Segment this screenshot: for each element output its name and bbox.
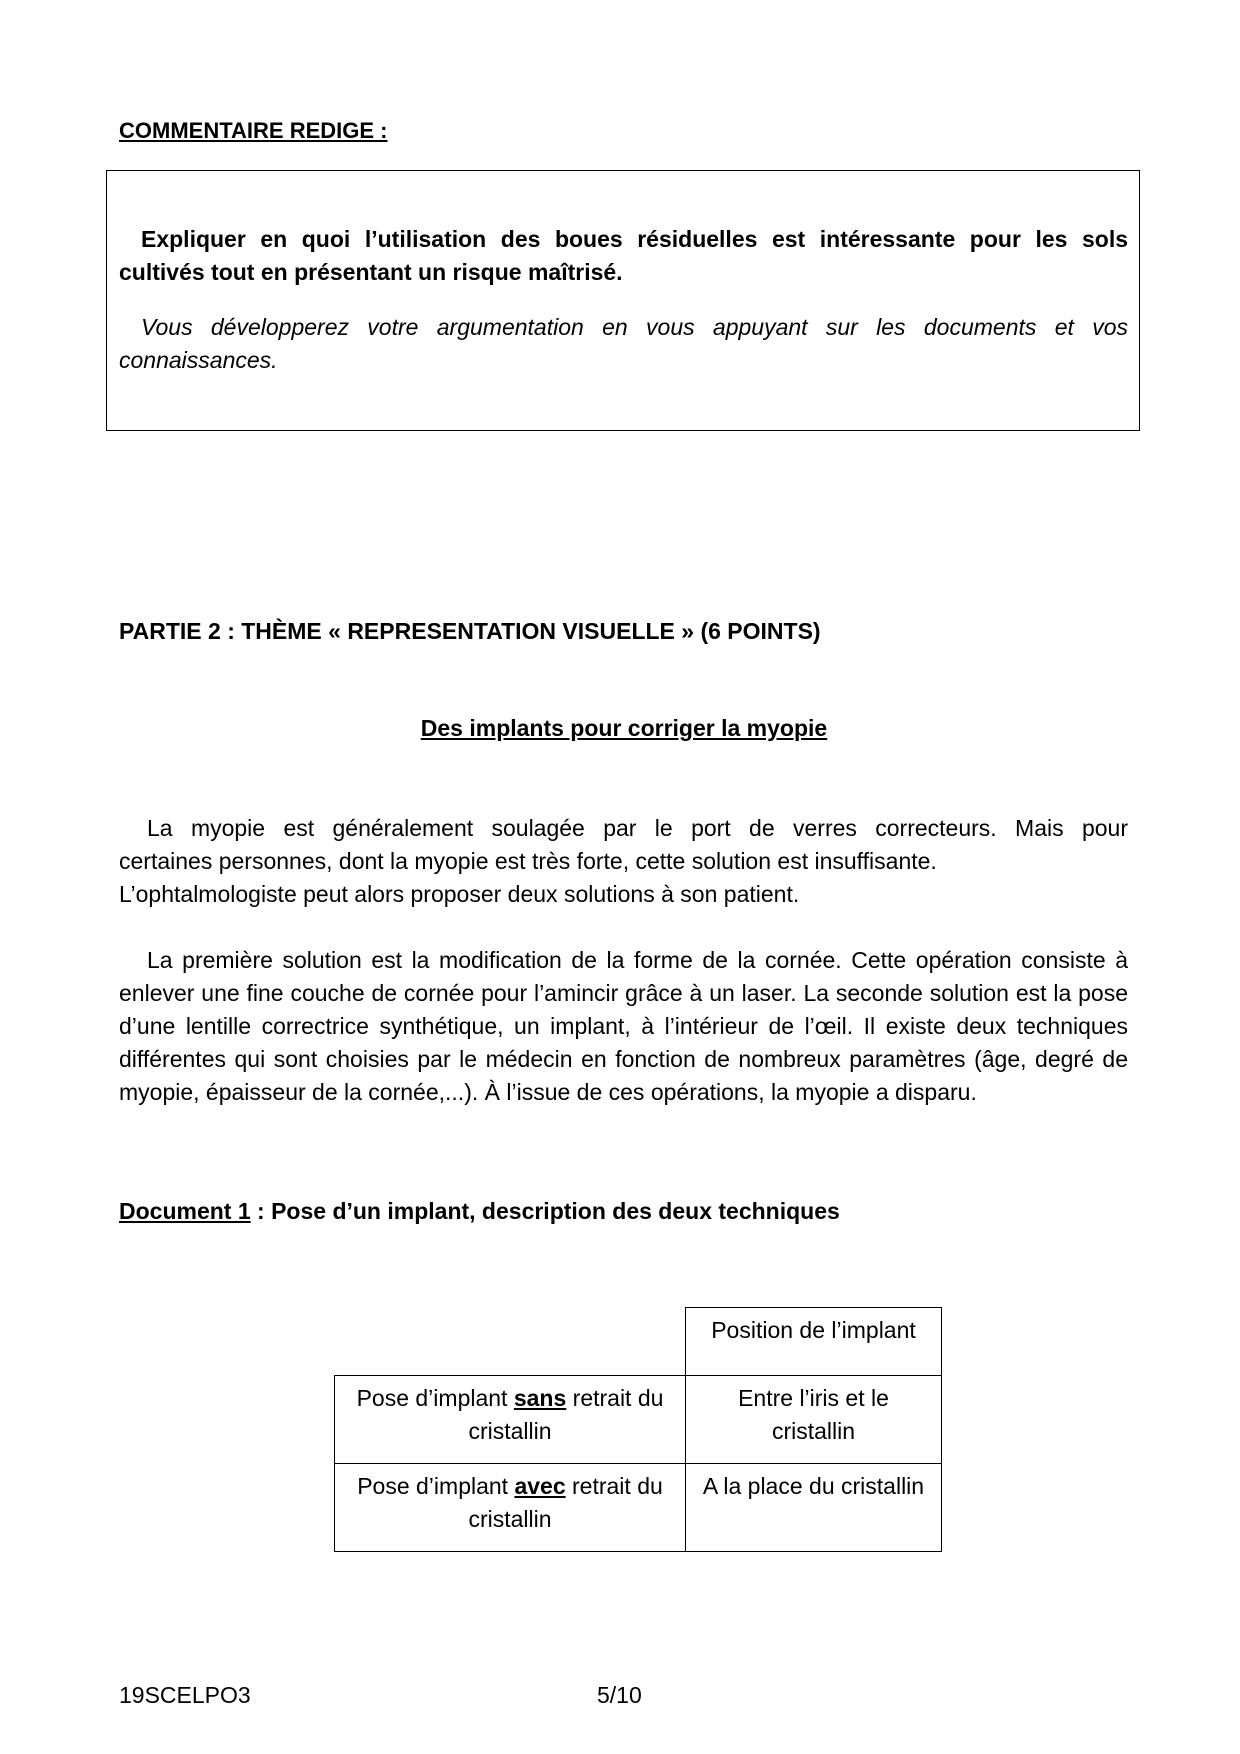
table-row (335, 1376, 942, 1464)
technique-prefix: Pose d’implant (357, 1473, 515, 1499)
document-1-label: Document 1 (119, 1198, 251, 1224)
section-subtitle: Des implants pour corriger la myopie (420, 715, 828, 741)
position-cell: A la place du cristallin (686, 1464, 942, 1552)
footer-page-number: 5/10 (597, 1682, 642, 1708)
technique-suffix: retrait du cristallin (468, 1473, 663, 1532)
instruction-text: Vous développerez votre argumentation en vous appuyant sur les documents et vos connaissances. (119, 314, 1128, 373)
technique-suffix: retrait du cristallin (468, 1385, 664, 1444)
technique-prefix: Pose d’implant (356, 1385, 514, 1411)
technique-cell (335, 1376, 686, 1464)
commentaire-heading: COMMENTAIRE REDIGE : (119, 118, 388, 143)
implant-table (334, 1307, 942, 1552)
partie-2-title: PARTIE 2 : THÈME « REPRESENTATION VISUELLE » (6 POINTS) (119, 618, 821, 644)
table-header-cell: Position de l’implant (686, 1308, 942, 1376)
intro-line-1: La myopie est généralement soulagée par le port de verres correcteurs. Mais pour (147, 815, 1128, 841)
intro-line-3: L’ophtalmologiste peut alors proposer deux solutions à son patient. (119, 881, 800, 907)
document-1-title-text: : Pose d’un implant, description des deux techniques (250, 1198, 840, 1224)
table-row (335, 1464, 942, 1552)
question-box (106, 170, 1140, 431)
technique-cell (335, 1464, 686, 1552)
table-header-row (335, 1308, 942, 1376)
position-cell: Entre l’iris et le cristallin (686, 1376, 942, 1464)
document-1-title (119, 1198, 840, 1225)
intro-paragraph (119, 812, 1128, 911)
footer-code: 19SCELPO3 (119, 1682, 251, 1708)
solutions-paragraph: La première solution est la modification de la forme de la cornée. Cette opération consiste à enlever une fine couche de cornée pour l’amincir grâce à un laser. La seconde solution est la pose d’une lentille correctrice synthétique, un implant, à l’intérieur de l’œil. Il existe deux techniques différentes qui sont choisies par le médecin en fonction de nombreux paramètres (âge, degré de myopie, épaisseur de la cornée,...). À l’issue de ces opérations, la myopie a disparu. (119, 947, 1128, 1105)
question-text: Expliquer en quoi l’utilisation des boues résiduelles est intéressante pour les sols cultivés tout en présentant un risque maîtrisé. (119, 226, 1128, 285)
table-corner-cell (335, 1308, 686, 1376)
technique-keyword: sans (513, 1385, 567, 1411)
technique-keyword: avec (514, 1473, 566, 1499)
intro-line-2: certaines personnes, dont la myopie est très forte, cette solution est insuffisante. (119, 848, 937, 874)
